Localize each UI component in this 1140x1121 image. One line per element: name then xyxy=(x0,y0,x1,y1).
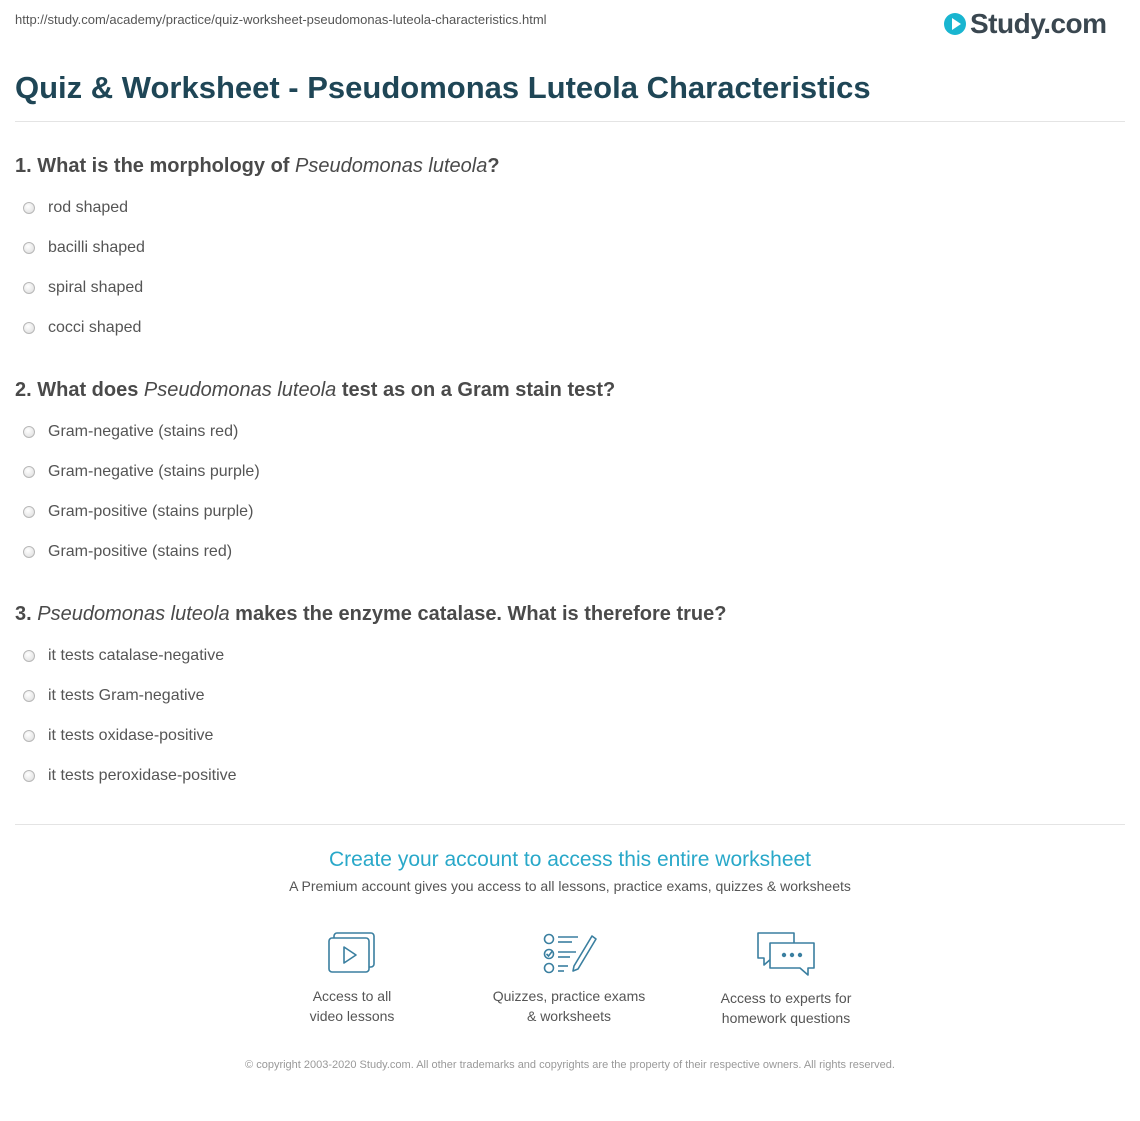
answer-option[interactable]: it tests peroxidase-positive xyxy=(23,767,237,785)
radio-button[interactable] xyxy=(23,730,35,742)
feature-line: Access to all xyxy=(312,988,392,1004)
answer-option[interactable]: rod shaped xyxy=(23,199,128,217)
feature-experts xyxy=(686,930,886,1028)
feature-line: Quizzes, practice exams xyxy=(492,988,646,1004)
page-url: http://study.com/academy/practice/quiz-worksheet-pseudomonas-luteola-characteristics.html xyxy=(15,12,547,27)
feature-quizzes xyxy=(469,930,669,1026)
feature-line: homework questions xyxy=(721,1010,851,1026)
question-1: 1. What is the morphology of Pseudomonas luteola? xyxy=(15,155,500,177)
radio-button[interactable] xyxy=(23,426,35,438)
title-divider xyxy=(15,121,1125,122)
study-logo[interactable] xyxy=(944,8,1107,40)
radio-button[interactable] xyxy=(23,242,35,254)
answer-option[interactable]: Gram-positive (stains purple) xyxy=(23,503,253,521)
page-title: Quiz & Worksheet - Pseudomonas Luteola Characteristics xyxy=(15,70,871,105)
feature-line: Access to experts for xyxy=(720,990,852,1006)
radio-button[interactable] xyxy=(23,466,35,478)
answer-option[interactable]: cocci shaped xyxy=(23,319,141,337)
cta-title[interactable]: Create your account to access this entire worksheet xyxy=(328,848,812,871)
radio-button[interactable] xyxy=(23,650,35,662)
question-3: 3. Pseudomonas luteola makes the enzyme catalase. What is therefore true? xyxy=(15,603,727,625)
answer-option[interactable]: it tests Gram-negative xyxy=(23,687,205,705)
feature-line: video lessons xyxy=(309,1008,395,1024)
play-circle-icon xyxy=(944,13,966,35)
quiz-checklist-icon xyxy=(540,930,598,976)
answer-option[interactable]: bacilli shaped xyxy=(23,239,145,257)
radio-button[interactable] xyxy=(23,322,35,334)
cta-subtitle: A Premium account gives you access to all lessons, practice exams, quizzes & worksheets xyxy=(289,878,851,894)
feature-line: & worksheets xyxy=(526,1008,612,1024)
logo-text: Study.com xyxy=(970,8,1107,39)
answer-option[interactable]: Gram-negative (stains purple) xyxy=(23,463,260,481)
radio-button[interactable] xyxy=(23,546,35,558)
radio-button[interactable] xyxy=(23,282,35,294)
copyright-notice: © copyright 2003-2020 Study.com. All other trademarks and copyrights are the property of their respective owners. All rights reserved. xyxy=(245,1059,895,1071)
chat-bubbles-icon xyxy=(754,930,818,978)
answer-option[interactable]: spiral shaped xyxy=(23,279,143,297)
feature-video-lessons xyxy=(252,930,452,1026)
video-lessons-icon xyxy=(325,930,379,976)
radio-button[interactable] xyxy=(23,690,35,702)
answer-option[interactable]: it tests catalase-negative xyxy=(23,647,224,665)
radio-button[interactable] xyxy=(23,770,35,782)
radio-button[interactable] xyxy=(23,202,35,214)
question-2: 2. What does Pseudomonas luteola test as on a Gram stain test? xyxy=(15,379,616,401)
section-divider xyxy=(15,824,1125,825)
answer-option[interactable]: it tests oxidase-positive xyxy=(23,727,213,745)
radio-button[interactable] xyxy=(23,506,35,518)
answer-option[interactable]: Gram-positive (stains red) xyxy=(23,543,232,561)
answer-option[interactable]: Gram-negative (stains red) xyxy=(23,423,238,441)
